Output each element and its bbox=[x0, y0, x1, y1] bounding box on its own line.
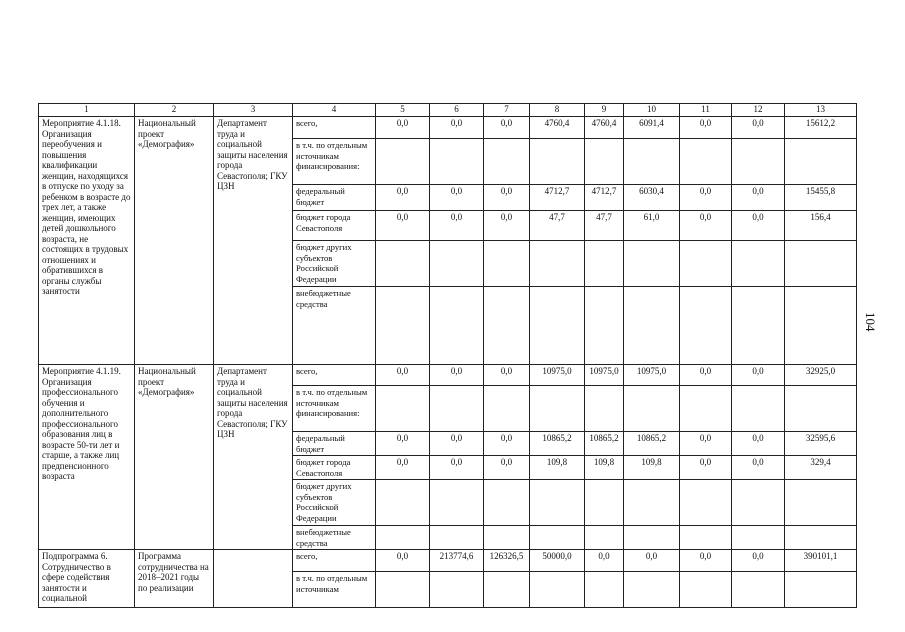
amount-cell bbox=[430, 287, 484, 365]
amount-cell: 0,0 bbox=[376, 117, 430, 139]
amount-cell bbox=[376, 572, 430, 608]
amount-cell: 10865,2 bbox=[624, 432, 680, 456]
amount-cell bbox=[680, 287, 732, 365]
amount-cell bbox=[430, 572, 484, 608]
amount-cell bbox=[430, 480, 484, 526]
funding-source-cell: бюджет других субъектов Российской Федерации bbox=[293, 480, 376, 526]
amount-cell bbox=[484, 526, 530, 550]
amount-cell bbox=[785, 526, 857, 550]
header-cell: 3 bbox=[214, 104, 293, 117]
amount-cell bbox=[484, 386, 530, 432]
amount-cell bbox=[530, 526, 585, 550]
amount-cell bbox=[484, 287, 530, 365]
amount-cell bbox=[785, 139, 857, 185]
amount-cell bbox=[530, 139, 585, 185]
amount-cell bbox=[530, 386, 585, 432]
amount-cell bbox=[624, 526, 680, 550]
amount-cell bbox=[530, 480, 585, 526]
amount-cell: 109,8 bbox=[530, 456, 585, 480]
amount-cell bbox=[585, 241, 624, 287]
header-cell: 7 bbox=[484, 104, 530, 117]
amount-cell: 4712,7 bbox=[585, 185, 624, 211]
amount-cell bbox=[585, 526, 624, 550]
amount-cell: 0,0 bbox=[624, 550, 680, 572]
amount-cell bbox=[785, 480, 857, 526]
event-cell: Мероприятие 4.1.18. Организация переобучения и повышения квалификации женщин, находящихся в отпуске по уходу за ребенком в возрасте до трех лет, а также женщин, имеющих детей дошкольного возраста, не состоящих в трудовых отношениях и обратившихся в органы службы занятости bbox=[39, 117, 135, 365]
amount-cell: 47,7 bbox=[585, 211, 624, 241]
amount-cell bbox=[680, 480, 732, 526]
amount-cell: 32925,0 bbox=[785, 365, 857, 386]
table-row bbox=[39, 365, 857, 386]
amount-cell: 0,0 bbox=[430, 456, 484, 480]
project-cell: Национальный проект «Демография» bbox=[135, 365, 214, 550]
amount-cell bbox=[484, 572, 530, 608]
amount-cell: 0,0 bbox=[376, 185, 430, 211]
amount-cell: 0,0 bbox=[680, 185, 732, 211]
amount-cell: 50000,0 bbox=[530, 550, 585, 572]
amount-cell bbox=[376, 241, 430, 287]
amount-cell bbox=[530, 241, 585, 287]
amount-cell bbox=[484, 480, 530, 526]
amount-cell: 10865,2 bbox=[530, 432, 585, 456]
amount-cell: 0,0 bbox=[484, 211, 530, 241]
project-cell: Программа сотрудничества на 2018–2021 годы по реализации bbox=[135, 550, 214, 608]
amount-cell: 0,0 bbox=[732, 117, 785, 139]
funding-source-cell: в т.ч. по отдельным источникам bbox=[293, 572, 376, 608]
amount-cell bbox=[585, 287, 624, 365]
amount-cell bbox=[430, 241, 484, 287]
event-cell: Подпрограмма 6. Сотрудничество в сфере содействия занятости и социальной bbox=[39, 550, 135, 608]
amount-cell: 0,0 bbox=[585, 550, 624, 572]
amount-cell bbox=[484, 139, 530, 185]
amount-cell bbox=[484, 241, 530, 287]
amount-cell bbox=[785, 287, 857, 365]
amount-cell: 0,0 bbox=[680, 456, 732, 480]
amount-cell bbox=[585, 386, 624, 432]
amount-cell bbox=[530, 572, 585, 608]
header-cell: 9 bbox=[585, 104, 624, 117]
amount-cell: 213774,6 bbox=[430, 550, 484, 572]
amount-cell: 0,0 bbox=[732, 211, 785, 241]
amount-cell bbox=[680, 386, 732, 432]
amount-cell bbox=[680, 526, 732, 550]
amount-cell: 0,0 bbox=[430, 211, 484, 241]
amount-cell: 4760,4 bbox=[585, 117, 624, 139]
header-cell: 8 bbox=[530, 104, 585, 117]
amount-cell: 0,0 bbox=[732, 550, 785, 572]
amount-cell bbox=[430, 139, 484, 185]
executor-cell: Департамент труда и социальной защиты населения города Севастополя; ГКУ ЦЗН bbox=[214, 365, 293, 550]
amount-cell bbox=[376, 526, 430, 550]
amount-cell bbox=[732, 241, 785, 287]
amount-cell bbox=[732, 480, 785, 526]
executor-cell: Департамент труда и социальной защиты населения города Севастополя; ГКУ ЦЗН bbox=[214, 117, 293, 365]
table-row bbox=[39, 550, 857, 572]
amount-cell: 0,0 bbox=[732, 185, 785, 211]
amount-cell: 0,0 bbox=[680, 117, 732, 139]
amount-cell: 329,4 bbox=[785, 456, 857, 480]
amount-cell: 0,0 bbox=[376, 365, 430, 386]
amount-cell bbox=[585, 572, 624, 608]
header-cell: 11 bbox=[680, 104, 732, 117]
amount-cell: 32595,6 bbox=[785, 432, 857, 456]
amount-cell bbox=[376, 139, 430, 185]
amount-cell: 15612,2 bbox=[785, 117, 857, 139]
funding-source-cell: всего, bbox=[293, 550, 376, 572]
amount-cell: 0,0 bbox=[680, 365, 732, 386]
executor-cell bbox=[214, 550, 293, 608]
amount-cell bbox=[585, 480, 624, 526]
amount-cell bbox=[732, 572, 785, 608]
amount-cell: 10975,0 bbox=[585, 365, 624, 386]
funding-source-cell: бюджет города Севастополя bbox=[293, 211, 376, 241]
amount-cell: 0,0 bbox=[376, 432, 430, 456]
amount-cell bbox=[680, 241, 732, 287]
funding-source-cell: федеральный бюджет bbox=[293, 432, 376, 456]
table-body bbox=[39, 117, 857, 608]
amount-cell: 0,0 bbox=[376, 211, 430, 241]
amount-cell bbox=[624, 386, 680, 432]
header-cell: 5 bbox=[376, 104, 430, 117]
header-cell: 12 bbox=[732, 104, 785, 117]
amount-cell bbox=[624, 480, 680, 526]
header-cell: 10 bbox=[624, 104, 680, 117]
amount-cell: 0,0 bbox=[376, 550, 430, 572]
amount-cell: 6091,4 bbox=[624, 117, 680, 139]
amount-cell: 0,0 bbox=[732, 432, 785, 456]
amount-cell: 0,0 bbox=[484, 185, 530, 211]
amount-cell bbox=[376, 480, 430, 526]
amount-cell: 15455,8 bbox=[785, 185, 857, 211]
amount-cell: 10975,0 bbox=[624, 365, 680, 386]
amount-cell: 4712,7 bbox=[530, 185, 585, 211]
table-row bbox=[39, 117, 857, 139]
amount-cell bbox=[680, 139, 732, 185]
amount-cell bbox=[785, 386, 857, 432]
amount-cell bbox=[732, 526, 785, 550]
amount-cell: 156,4 bbox=[785, 211, 857, 241]
amount-cell bbox=[624, 139, 680, 185]
funding-source-cell: всего, bbox=[293, 117, 376, 139]
header-cell: 6 bbox=[430, 104, 484, 117]
funding-source-cell: бюджет города Севастополя bbox=[293, 456, 376, 480]
amount-cell: 0,0 bbox=[484, 456, 530, 480]
amount-cell: 0,0 bbox=[430, 365, 484, 386]
amount-cell bbox=[785, 241, 857, 287]
amount-cell bbox=[530, 287, 585, 365]
header-cell: 13 bbox=[785, 104, 857, 117]
amount-cell bbox=[430, 386, 484, 432]
amount-cell bbox=[732, 139, 785, 185]
amount-cell: 61,0 bbox=[624, 211, 680, 241]
amount-cell bbox=[624, 241, 680, 287]
amount-cell: 0,0 bbox=[430, 117, 484, 139]
page-number: 104 bbox=[863, 312, 878, 332]
amount-cell: 47,7 bbox=[530, 211, 585, 241]
project-cell: Национальный проект «Демография» bbox=[135, 117, 214, 365]
amount-cell: 0,0 bbox=[680, 432, 732, 456]
funding-source-cell: внебюджетные средства bbox=[293, 526, 376, 550]
amount-cell bbox=[680, 572, 732, 608]
funding-source-cell: бюджет других субъектов Российской Федерации bbox=[293, 241, 376, 287]
header-cell: 2 bbox=[135, 104, 214, 117]
amount-cell bbox=[376, 386, 430, 432]
funding-source-cell: в т.ч. по отдельным источникам финансирования: bbox=[293, 139, 376, 185]
amount-cell bbox=[785, 572, 857, 608]
header-cell: 1 bbox=[39, 104, 135, 117]
amount-cell: 10975,0 bbox=[530, 365, 585, 386]
funding-source-cell: в т.ч. по отдельным источникам финансирования: bbox=[293, 386, 376, 432]
amount-cell: 390101,1 bbox=[785, 550, 857, 572]
amount-cell: 4760,4 bbox=[530, 117, 585, 139]
amount-cell bbox=[585, 139, 624, 185]
budget-table bbox=[38, 103, 857, 608]
amount-cell: 0,0 bbox=[680, 211, 732, 241]
amount-cell: 0,0 bbox=[430, 185, 484, 211]
amount-cell bbox=[624, 572, 680, 608]
header-row bbox=[39, 104, 857, 117]
amount-cell: 126326,5 bbox=[484, 550, 530, 572]
amount-cell: 0,0 bbox=[484, 365, 530, 386]
amount-cell bbox=[732, 287, 785, 365]
amount-cell: 109,8 bbox=[585, 456, 624, 480]
amount-cell bbox=[732, 386, 785, 432]
amount-cell: 10865,2 bbox=[585, 432, 624, 456]
header-cell: 4 bbox=[293, 104, 376, 117]
amount-cell bbox=[624, 287, 680, 365]
amount-cell: 0,0 bbox=[732, 456, 785, 480]
amount-cell: 0,0 bbox=[376, 456, 430, 480]
amount-cell: 0,0 bbox=[484, 117, 530, 139]
amount-cell: 6030,4 bbox=[624, 185, 680, 211]
amount-cell: 0,0 bbox=[680, 550, 732, 572]
amount-cell: 0,0 bbox=[484, 432, 530, 456]
amount-cell: 0,0 bbox=[430, 432, 484, 456]
funding-source-cell: федеральный бюджет bbox=[293, 185, 376, 211]
amount-cell bbox=[430, 526, 484, 550]
funding-source-cell: всего, bbox=[293, 365, 376, 386]
amount-cell: 109,8 bbox=[624, 456, 680, 480]
funding-source-cell: внебюджетные средства bbox=[293, 287, 376, 365]
event-cell: Мероприятие 4.1.19. Организация профессионального обучения и дополнительного профессионального образования лиц в возрасте 50-ти лет и старше, а также лиц предпенсионного возраста bbox=[39, 365, 135, 550]
amount-cell bbox=[376, 287, 430, 365]
amount-cell: 0,0 bbox=[732, 365, 785, 386]
